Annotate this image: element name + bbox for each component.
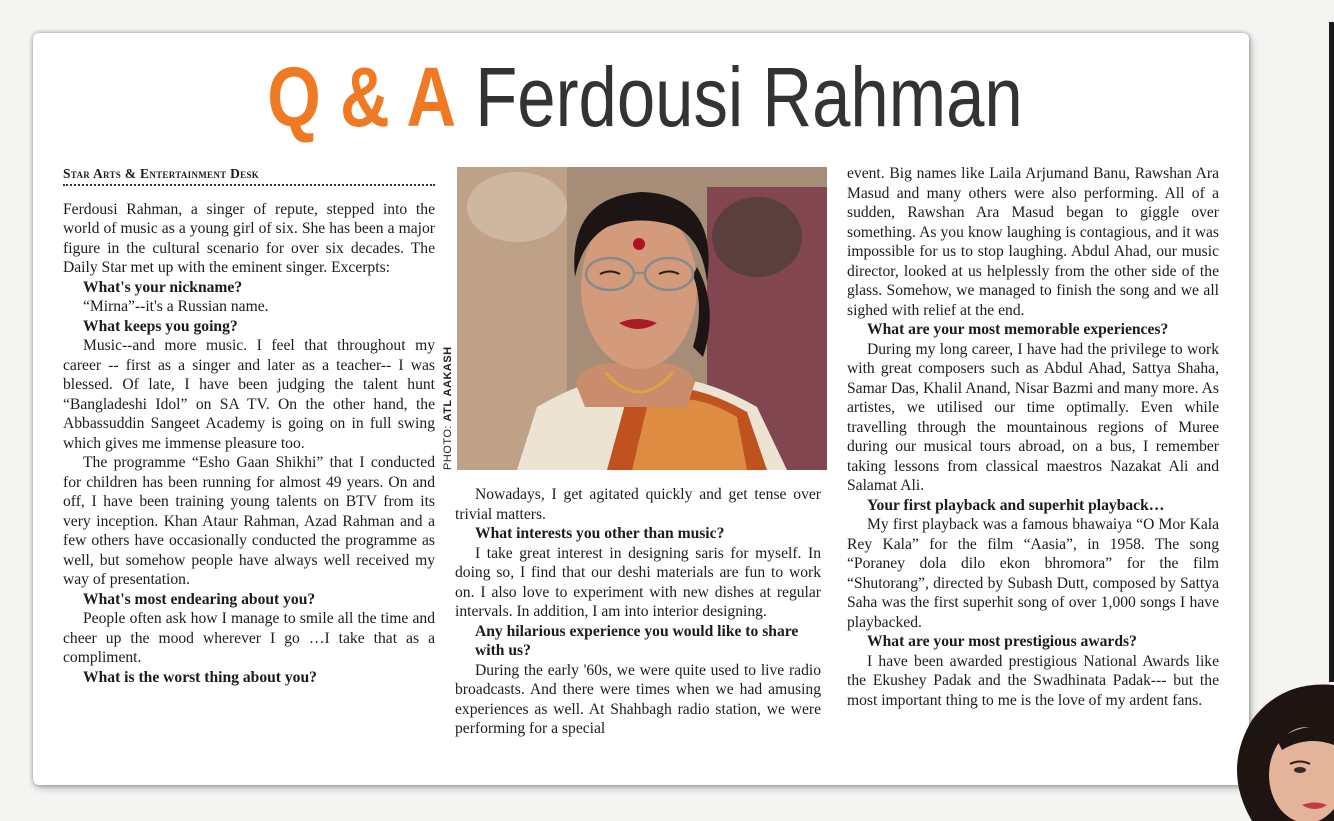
answer: I have been awarded prestigious National Awards like the Ekushey Padak and the Swadhinata Padak--- but the most important thing to me is the love of my ardent fans.	[847, 652, 1219, 709]
answer: During my long career, I have had the privilege to work with great composers such as Abdul Ahad, Sattya Shaha, Samar Das, Khalil Anand, Nisar Bazmi and many more. As artistes, we utilised our time optimally. Even while travelling through the mountainous regions of Muree during our musical tours abroad, on a bus, I remember taking lessons from classical maestros Nazakat Ali and Salamat Ali.	[847, 340, 1219, 494]
photo-credit-name: ATL AAKASH	[442, 346, 454, 422]
headline-name: Ferdousi Rahman	[475, 50, 1023, 144]
answer-continued: event. Big names like Laila Arjumand Banu, Rawshan Ara Masud and many others were also performing. All of a sudden, Rawshan Ara Masud began to giggle over something. As you know laughing is contagious, and it was impossible for us to stop laughing. Abdul Ahad, our music director, looked at us helplessly from the other side of the glass. Somehow, we managed to finish the song and we all sighed with relief at the end.	[847, 165, 1219, 319]
photo-credit	[442, 346, 454, 470]
headline-qa: Q & A	[267, 50, 457, 144]
photo-credit-label: PHOTO:	[442, 425, 454, 470]
article-column-1	[63, 164, 435, 687]
article-column-3	[847, 164, 1219, 710]
question: What are your most prestigious awards?	[867, 633, 1137, 650]
question: What interests you other than music?	[475, 525, 725, 542]
question: What's most endearing about you?	[83, 590, 316, 608]
answer: Music--and more music. I feel that throughout my career -- first as a singer and later as a teacher-- I was blessed. Of late, I have been judging the talent hunt “Bangladeshi Idol” on SA TV. On the other hand, the Abbassuddin Sangeet Academy is going on in full swing which gives me immense pleasure too.	[63, 337, 435, 452]
answer: Nowadays, I get agitated quickly and get tense over trivial matters.	[455, 486, 821, 523]
adjacent-page-photo	[1212, 680, 1334, 821]
question: What are your most memorable experiences?	[867, 321, 1169, 338]
portrait-illustration	[457, 167, 827, 470]
answer: During the early '60s, we were quite used to live radio broadcasts. And there were times when we had amusing experiences as well. At Shahbagh radio station, we were performing for a special	[455, 661, 821, 737]
answer: People often ask how I manage to smile all the time and cheer up the mood wherever I go …I take that as a compliment.	[63, 610, 435, 666]
adjacent-page-edge	[1329, 22, 1334, 682]
question: What's your nickname?	[83, 278, 243, 296]
question: Any hilarious experience you would like to share with us?	[475, 622, 799, 659]
question: What keeps you going?	[83, 317, 238, 335]
question: What is the worst thing about you?	[83, 668, 317, 686]
answer: “Mirna”--it's a Russian name.	[83, 298, 269, 315]
answer: The programme “Esho Gaan Shikhi” that I conducted for children has been running for almost 49 years. On and off, I have been training young talents on BTV from its very inception. Khan Ataur Rahman, Azad Rahman and a few others have occasionally conducted the programme as well, but somehow people have always well received my way of presentation.	[63, 454, 435, 588]
headline	[116, 52, 1174, 142]
dotted-divider	[63, 184, 435, 186]
byline: Star Arts & Entertainment Desk	[63, 166, 260, 181]
intro-paragraph: Ferdousi Rahman, a singer of repute, stepped into the world of music as a young girl of six. She has been a major figure in the cultural scenario for over six decades. The Daily Star met up with the eminent singer. Excerpts:	[63, 200, 435, 276]
article-column-2	[455, 485, 821, 739]
answer: My first playback was a famous bhawaiya “O Mor Kala Rey Kala” for the film “Aasia”, in 1958. The song “Poraney dola dilo ekon bhromora” for the film “Shutorang”, directed by Subash Dutt, composed by Sattya Saha was the first superhit song of over 1,000 songs I have playbacked.	[847, 516, 1219, 631]
woman-face-illustration	[1212, 680, 1334, 821]
question: Your first playback and superhit playback…	[867, 496, 1165, 514]
answer: I take great interest in designing saris for myself. In doing so, I find that our deshi materials are fun to work on. I also love to experiment with new dishes at regular intervals. In addition, I am into interior designing.	[455, 544, 821, 620]
portrait-photo	[457, 167, 827, 470]
